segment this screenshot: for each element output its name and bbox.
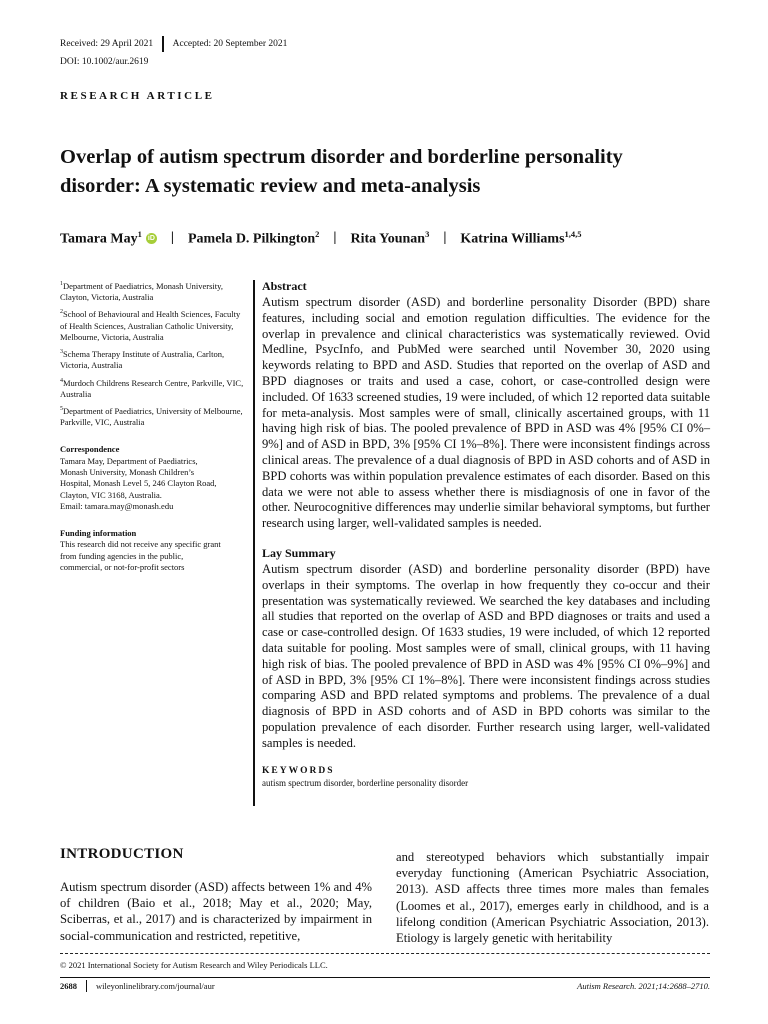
keywords-text: autism spectrum disorder, borderline personality disorder — [262, 777, 469, 788]
page-footer — [60, 977, 710, 992]
abstract-text: Autism spectrum disorder (ASD) and borderline personality Disorder (BPD) share features, including social and emotion regulation difficulties. The evidence for the overlap in prevalence and clinical characteristics was systematically reviewed. Ovid Medline, PsycInfo, and PubMed were searched until November 30, 2020 using keywords relating to BPD and ASD. Studies that reported on the overlap of ASD and BPD diagnoses or traits and used a case, cohort, or case-controlled design were included. Of 1633 screened studies, 19 were included, of which 12 reported data suitable for meta-analysis. Most samples were of small, clinically ascertained groups, with 11 having high risk of bias. The pooled prevalence of BPD in ASD was 4% [95% CI 0%–9%] and of ASD in BPD, 3% [95% CI 1%–8%]. There were inconsistent findings across clinical areas. The prevalence of a dual diagnosis of BPD in ASD cohorts and of ASD in BPD cohorts was within population prevalence estimates of each disorder. Based on this data we were not able to assess whether there is misdiagnosis of one in favor of the other. Neurocognitive differences may underlie similar behavioral symptoms, but further research using larger, well-validated samples is needed. — [262, 295, 710, 531]
copyright-notice: © 2021 International Society for Autism Research and Wiley Periodicals LLC. — [60, 960, 328, 970]
introduction-text: Autism spectrum disorder (ASD) affects between 1% and 4% of children (Baio et al., 2018; May et al., 2020; May, Sciberras, et al., 2017) and is characterized by impairment in social-communication and restricted, repetitive, — [60, 880, 372, 943]
page-number: 2688 — [60, 981, 77, 991]
accepted-date: Accepted: 20 September 2021 — [172, 39, 288, 49]
author-name[interactable]: Rita Younan$^3$ — [350, 229, 430, 247]
keywords-heading: KEYWORDS — [262, 765, 335, 776]
funding-line: commercial, or not-for-profit sectors — [60, 562, 185, 573]
correspondence-line: Monash University, Monash Children’s — [60, 467, 195, 477]
keywords-section — [262, 766, 710, 788]
publication-dates — [60, 36, 287, 52]
funding-line: from funding agencies in the public, — [60, 550, 184, 561]
author-separator: | — [170, 230, 174, 246]
introduction-right-column — [396, 849, 709, 946]
author-list — [60, 229, 582, 248]
journal-url[interactable]: wileyonlinelibrary.com/journal/aur — [96, 981, 215, 991]
footnote-divider — [60, 953, 710, 954]
date-separator — [162, 36, 164, 52]
received-date: Received: 29 April 2021 — [60, 39, 154, 49]
introduction-heading: INTRODUCTION — [60, 846, 184, 862]
lay-summary-section — [262, 546, 710, 752]
affiliation: $^2$School of Behavioural and Health Sciences, Faculty of Health Sciences, Australian Catholic University, Melbourne, Victoria, Australia — [60, 309, 241, 342]
affiliation: $^4$Murdoch Childrens Research Centre, Parkville, VIC, Australia — [60, 377, 244, 399]
abstract-section — [262, 279, 710, 532]
correspondence-email[interactable]: Email: tamara.may@monash.edu — [60, 500, 174, 511]
article-title: Overlap of autism spectrum disorder and borderline personality disorder: A systematic review and meta-analysis — [60, 146, 623, 197]
footer-separator — [86, 980, 87, 992]
correspondence-line: Hospital, Monash Level 5, 246 Clayton Road, — [60, 478, 217, 489]
funding-heading: Funding information — [60, 528, 137, 539]
affiliation: $^3$Schema Therapy Institute of Australia, Carlton, Victoria, Australia — [60, 348, 225, 371]
lay-summary-heading: Lay Summary — [262, 545, 336, 560]
lay-summary-text: Autism spectrum disorder (ASD) and borderline personality disorder (BPD) have overlaps in their symptoms. The overlap in how frequently they co-occur and their presentation was systematically reviewed. We searched the key databases and including all studies that reported on the overlap of ASD and BPD diagnoses or traits and used a case or case-controlled design. Of 1633 studies, 19 were included, of which 12 reported data suitable for pooling. Most samples were of small, clinical groups, with 11 having high risk of bias. The pooled prevalence of BPD in ASD was 4% [95% CI 0%–9%] and of ASD in BPD, 3% [95% CI 1%–8%]. There were inconsistent findings across studies comparing ASD and BPD related symptoms and problems. The prevalence of a dual diagnosis of BPD in ASD cohorts and of ASD in BPD cohorts was similar to the population prevalence of each disorder. Further research using larger, well-validated samples is needed. — [262, 561, 710, 750]
author-separator: | — [443, 230, 447, 246]
doi[interactable]: DOI: 10.1002/aur.2619 — [60, 57, 149, 67]
abstract-column — [262, 279, 710, 788]
author-separator: | — [333, 230, 337, 246]
column-divider — [253, 280, 255, 806]
article-type: RESEARCH ARTICLE — [60, 90, 215, 102]
funding-line: This research did not receive any specific grant — [60, 539, 221, 550]
author-name[interactable]: Tamara May$^1$ — [60, 229, 142, 247]
correspondence-heading: Correspondence — [60, 444, 120, 455]
abstract-heading: Abstract — [262, 279, 307, 293]
introduction-left-column — [60, 879, 372, 944]
correspondence-line: Tamara May, Department of Paediatrics, — [60, 455, 198, 466]
introduction-text: and stereotyped behaviors which substantially impair everyday functioning (American Psychiatric Association, 2013). ASD affects three times more males than females (Loomes et al., 2017), emerges early in childhood, and is a lifelong condition (American Psychiatric Association, 2013). Etiology is largely genetic with heritability — [396, 850, 709, 946]
author-name[interactable]: Pamela D. Pilkington$^2$ — [188, 229, 320, 247]
correspondence-line: Clayton, VIC 3168, Australia. — [60, 489, 162, 500]
journal-citation: Autism Research. 2021;14:2688–2710. — [577, 981, 710, 991]
affiliation: $^5$Department of Paediatrics, University of Melbourne, Parkville, VIC, Australia — [60, 405, 243, 428]
sidebar-info — [60, 279, 246, 573]
author-name[interactable]: Katrina Williams$^{1,4,5}$ — [460, 229, 582, 247]
affiliation: $^1$Department of Paediatrics, Monash University, Clayton, Victoria, Australia — [60, 280, 223, 303]
orcid-icon[interactable]: iD — [147, 234, 155, 242]
